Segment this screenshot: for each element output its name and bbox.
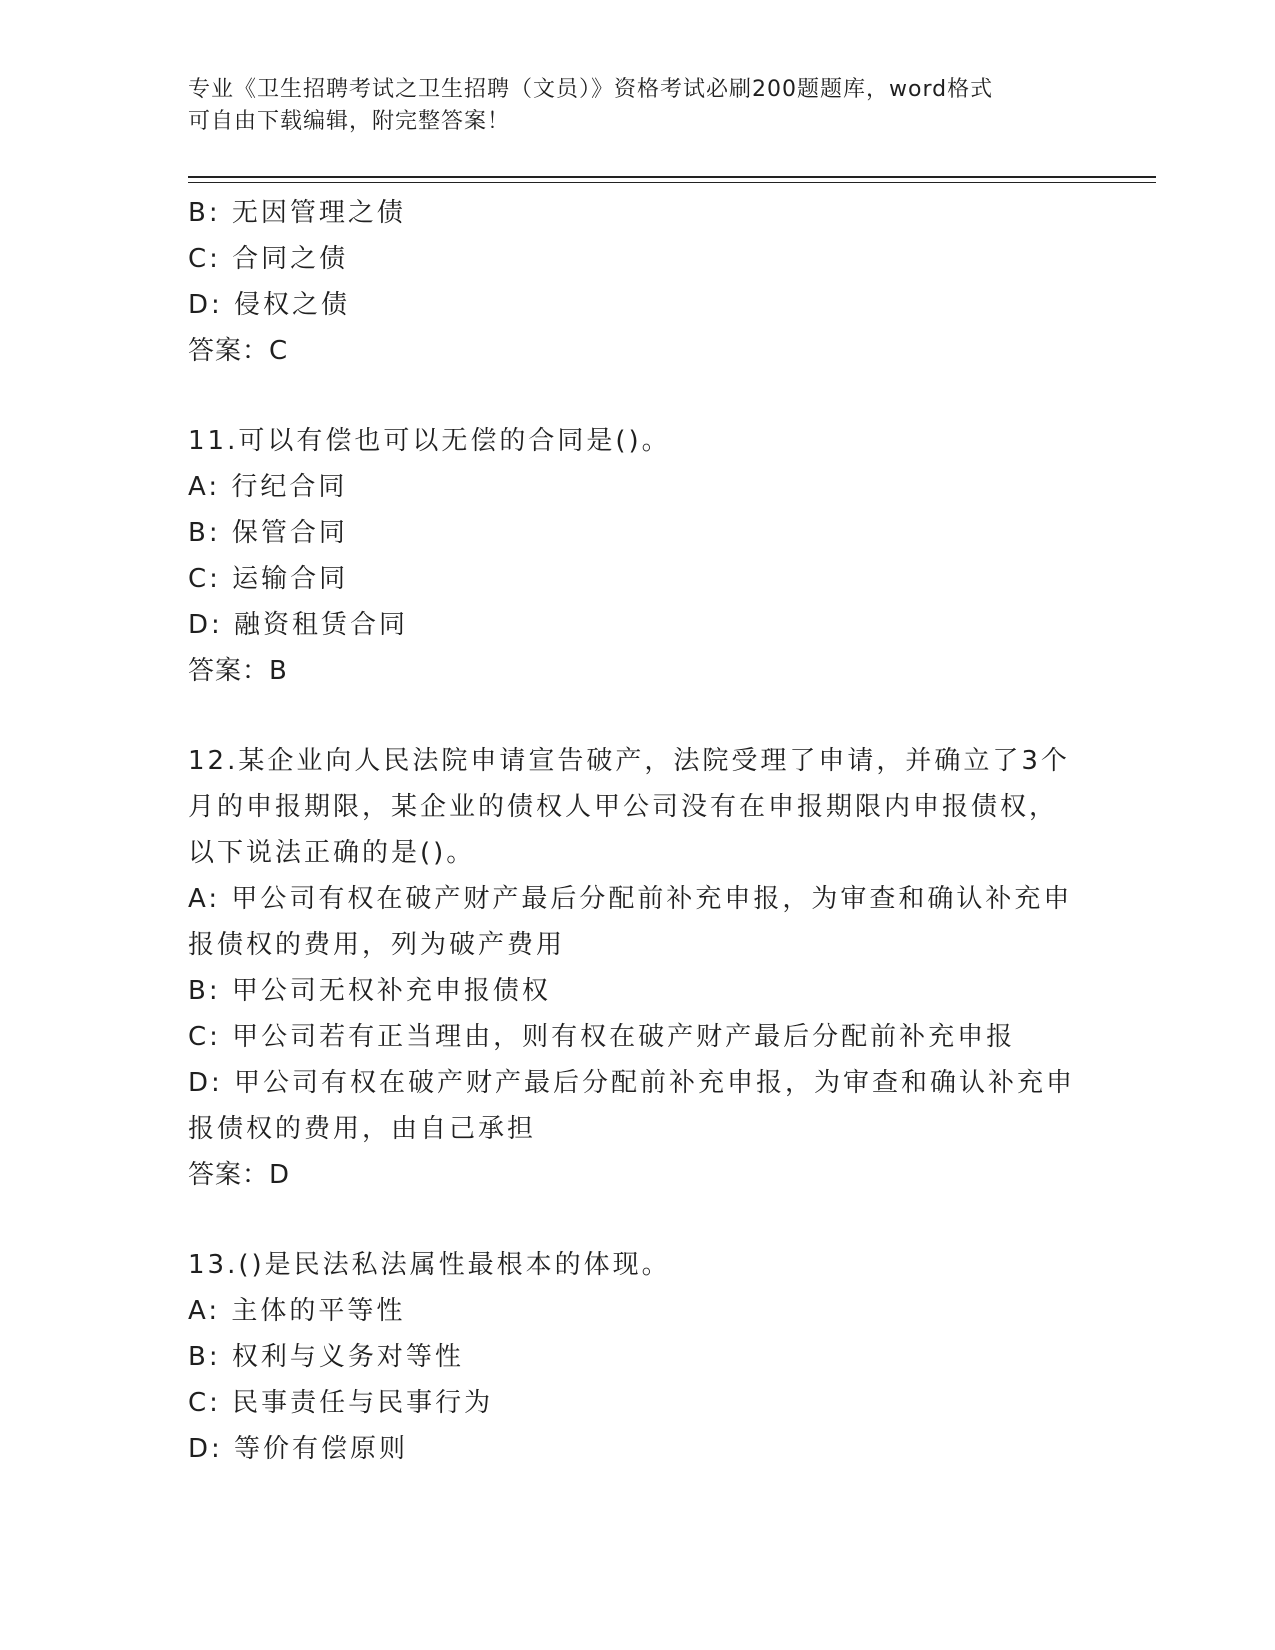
document-header: [188, 74, 1068, 138]
header-title-line-1: 专业《卫生招聘考试之卫生招聘（文员）》资格考试必刷200题题库，word格式: [188, 77, 994, 102]
q11-answer: 答案：B: [188, 656, 288, 686]
q13-option-b: B: 权利与义务对等性: [188, 1342, 464, 1372]
q12-option-d-line-1: D: 甲公司有权在破产财产最后分配前补充申报，为审查和确认补充申: [188, 1068, 1076, 1098]
q12-question-line-1: 12.某企业向人民法院申请宣告破产，法院受理了申请，并确立了3个: [188, 746, 1070, 776]
q10-option-b: B: 无因管理之债: [188, 198, 406, 228]
q12-option-a-line-2: 报债权的费用，列为破产费用: [188, 930, 566, 960]
question-10-block: [188, 190, 1088, 374]
spacer: [188, 1198, 1088, 1242]
header-rule-thin: [188, 182, 1156, 183]
q11-question: 11.可以有偿也可以无偿的合同是()。: [188, 426, 671, 456]
question-11-block: [188, 418, 1088, 694]
q12-question-line-2: 月的申报期限，某企业的债权人甲公司没有在申报期限内申报债权，: [188, 792, 1059, 822]
q11-option-b: B: 保管合同: [188, 518, 348, 548]
q12-answer: 答案：D: [188, 1160, 291, 1190]
q11-option-a: A: 行纪合同: [188, 472, 348, 502]
q11-option-c: C: 运输合同: [188, 564, 349, 594]
q13-option-c: C: 民事责任与民事行为: [188, 1388, 494, 1418]
question-content: [188, 190, 1088, 1472]
q13-option-d: D: 等价有偿原则: [188, 1434, 409, 1464]
q10-option-d: D: 侵权之债: [188, 290, 351, 320]
q12-question-line-3: 以下说法正确的是()。: [188, 838, 476, 868]
spacer: [188, 374, 1088, 418]
question-12-block: [188, 738, 1088, 1198]
header-rule-thick: [188, 176, 1156, 178]
q12-option-d-line-2: 报债权的费用，由自己承担: [188, 1114, 537, 1144]
spacer: [188, 694, 1088, 738]
header-title-line-2: 可自由下载编辑，附完整答案！: [188, 109, 511, 134]
q10-answer: 答案：C: [188, 336, 289, 366]
q13-question: 13.()是民法私法属性最根本的体现。: [188, 1250, 671, 1280]
q11-option-d: D: 融资租赁合同: [188, 610, 409, 640]
q10-option-c: C: 合同之债: [188, 244, 349, 274]
q13-option-a: A: 主体的平等性: [188, 1296, 406, 1326]
q12-option-c: C: 甲公司若有正当理由，则有权在破产财产最后分配前补充申报: [188, 1022, 1016, 1052]
q12-option-b: B: 甲公司无权补充申报债权: [188, 976, 551, 1006]
q12-option-a-line-1: A: 甲公司有权在破产财产最后分配前补充申报，为审查和确认补充申: [188, 884, 1073, 914]
question-13-block: [188, 1242, 1088, 1472]
